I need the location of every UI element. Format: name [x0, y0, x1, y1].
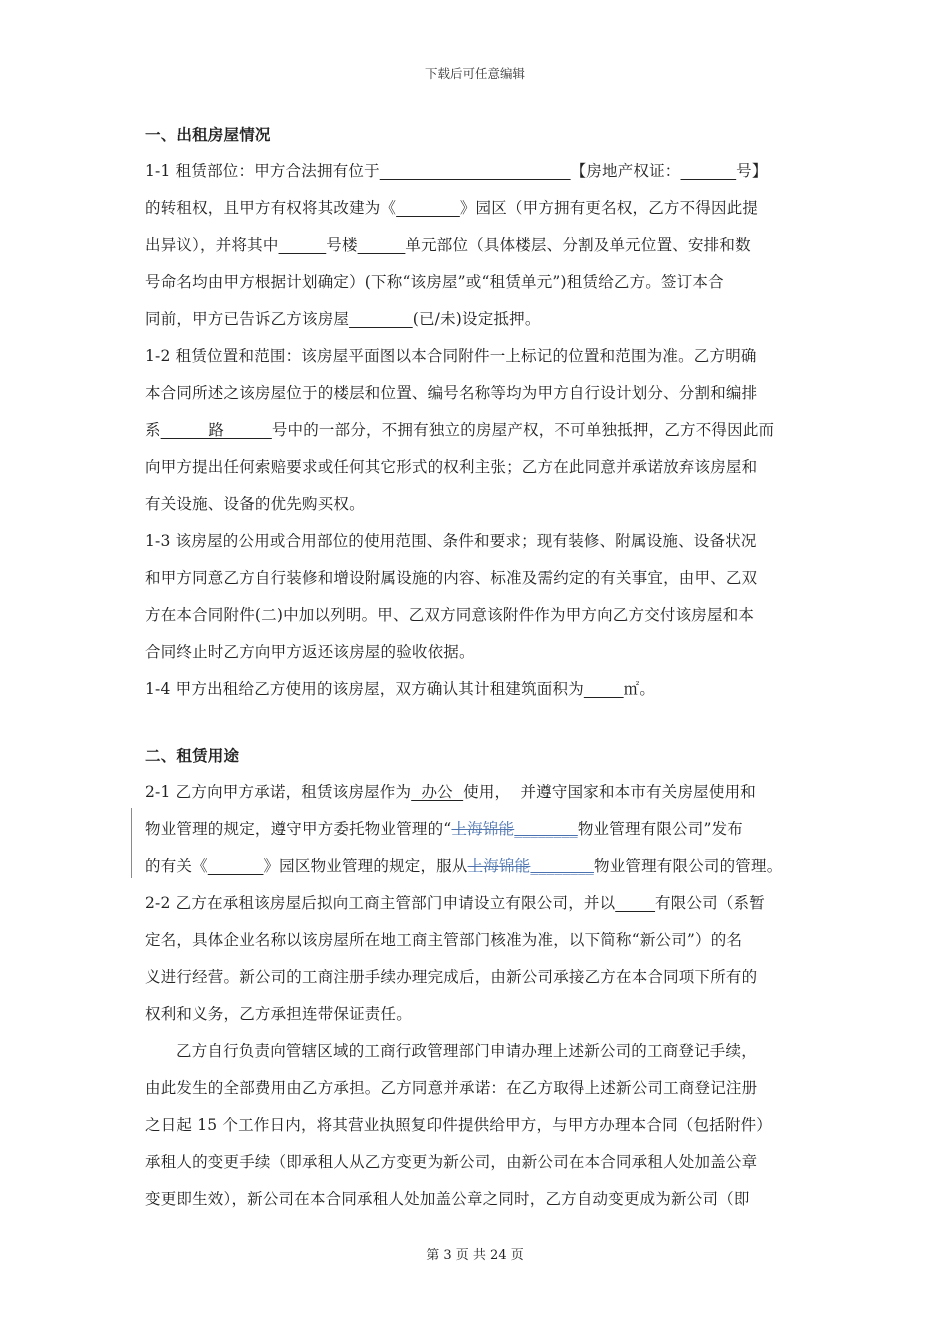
text: 1-4 甲方出租给乙方使用的该房屋，双方确认其计租建筑面积为: [145, 680, 584, 698]
para-1-2-line-3: [145, 412, 807, 449]
para-2-1-line-1: [145, 774, 807, 811]
text: 使用， 并遵守国家和本市有关房屋使用和: [463, 783, 756, 801]
para-1-3-line-3: 方在本合同附件(二)中加以列明。甲、乙双方同意该附件作为甲方向乙方交付该房屋和本: [145, 606, 755, 624]
text: 1-1 租赁部位：甲方合法拥有位于: [145, 162, 380, 180]
para-1-2-line-2: 本合同所述之该房屋位于的楼层和位置、编号名称等均为甲方自行设计划分、分割和编排: [145, 384, 758, 402]
text: 物业管理有限公司”发布: [577, 820, 743, 838]
para-1-2-line-4: 向甲方提出任何索赔要求或任何其它形式的权利主张；乙方在此同意并承诺放弃该房屋和: [145, 458, 758, 476]
text: 单元部位（具体楼层、分割及单元位置、安排和数: [405, 236, 751, 254]
para-1-2-line-1: 1-2 租赁位置和范围：该房屋平面图以本合同附件一上标记的位置和范围为准。乙方明确: [145, 347, 757, 365]
text: 有限公司（系暂: [655, 894, 765, 912]
para-1-1-line-2: [145, 190, 807, 227]
text: 出异议），并将其中: [145, 236, 279, 254]
text: (已/未)设定抵押。: [412, 310, 541, 328]
spacer: [145, 708, 807, 737]
text: 号中的一部分，不拥有独立的房屋产权，不可单独抵押，乙方不得因此而: [271, 421, 775, 439]
text: 2-1 乙方向甲方承诺，租赁该房屋作为: [145, 783, 412, 801]
para-2-2-line-1: [145, 885, 807, 922]
blank-area: _____: [583, 680, 624, 698]
blank-cert-no: _______: [680, 162, 737, 180]
blank-mortgage: ________: [349, 310, 413, 328]
text: 【房地产权证：: [570, 162, 681, 180]
deleted-company-name: 上海锦能: [467, 857, 531, 875]
deleted-company-name: 上海锦能: [451, 820, 515, 838]
blank-park: _______: [207, 857, 264, 875]
para-2-2-line-2: 定名，具体企业名称以该房屋所在地工商主管部门核准为准，以下简称“新公司”）的名: [145, 931, 743, 949]
section-heading-1: 一、出租房屋情况: [145, 125, 271, 144]
para-2-1-line-2: [145, 811, 807, 848]
para-2-3-line-5: 变更即生效），新公司在本合同承租人处加盖公章之同时，乙方自动变更成为新公司（即: [145, 1190, 750, 1208]
page-footer: 第 3 页 共 24 页: [426, 1248, 524, 1263]
text: ㎡。: [623, 680, 656, 698]
change-bar: [131, 808, 132, 878]
text: 的有关《: [145, 857, 208, 875]
para-2-1-line-3: [145, 848, 807, 885]
para-2-2-line-4: 权利和义务，乙方承担连带保证责任。: [145, 1005, 412, 1023]
para-1-2-line-5: 有关设施、设备的优先购买权。: [145, 495, 365, 513]
text: 物业管理的规定，遵守甲方委托物业管理的“: [145, 820, 452, 838]
para-1-3-line-1: 1-3 该房屋的公用或合用部位的使用范围、条件和要求；现有装修、附属设施、设备状况: [145, 532, 757, 550]
blank-location: ________________________: [379, 162, 571, 180]
text: 号楼: [326, 236, 358, 254]
text: 2-2 乙方在承租该房屋后拟向工商主管部门申请设立有限公司，并以: [145, 894, 616, 912]
text: 号】: [736, 162, 768, 180]
blank-unit: ______: [357, 236, 406, 254]
para-1-3-line-2: 和甲方同意乙方自行装修和增设附属设施的内容、标准及需约定的有关事宜，由甲、乙双: [145, 569, 758, 587]
text: 物业管理有限公司的管理。: [594, 857, 783, 875]
page-header: 下载后可任意编辑: [424, 66, 525, 81]
text: 的转租权，且甲方有权将其改建为《: [145, 199, 397, 217]
inserted-blank: ________: [514, 820, 578, 838]
blank-park-name: ________: [396, 199, 460, 217]
usage-value: 办公: [411, 783, 464, 801]
para-2-3-line-2: 由此发生的全部费用由乙方承担。乙方同意并承诺：在乙方取得上述新公司工商登记注册: [145, 1079, 758, 1097]
document-body: [145, 116, 807, 1218]
para-2-3-line-1: 乙方自行负责向管辖区域的工商行政管理部门申请办理上述新公司的工商登记手续，: [176, 1042, 757, 1060]
blank-road: ______路______: [160, 421, 272, 439]
blank-company: _____: [615, 894, 656, 912]
section-heading-2: 二、租赁用途: [145, 746, 240, 765]
text: 》园区物业管理的规定，服从: [263, 857, 468, 875]
para-1-4: [145, 671, 807, 708]
para-1-1-line-5: [145, 301, 807, 338]
text: 》园区（甲方拥有更名权，乙方不得因此提: [459, 199, 759, 217]
blank-building: ______: [278, 236, 327, 254]
para-2-2-line-3: 义进行经营。新公司的工商注册手续办理完成后，由新公司承接乙方在本合同项下所有的: [145, 968, 758, 986]
para-2-3-line-4: 承租人的变更手续（即承租人从乙方变更为新公司，由新公司在本合同承租人处加盖公章: [145, 1153, 758, 1171]
para-1-3-line-4: 合同终止时乙方向甲方返还该房屋的验收依据。: [145, 643, 475, 661]
para-1-1-line-3: [145, 227, 807, 264]
para-1-1-line-4: 号命名均由甲方根据计划确定）(下称“该房屋”或“租赁单元”)租赁给乙方。签订本合: [145, 273, 724, 291]
inserted-blank: ________: [530, 857, 594, 875]
para-2-3-line-3: 之日起 15 个工作日内，将其营业执照复印件提供给甲方，与甲方办理本合同（包括附件）: [145, 1116, 772, 1134]
text: 系: [145, 421, 161, 439]
text: 同前，甲方已告诉乙方该房屋: [145, 310, 350, 328]
para-1-1-line-1: [145, 153, 807, 190]
